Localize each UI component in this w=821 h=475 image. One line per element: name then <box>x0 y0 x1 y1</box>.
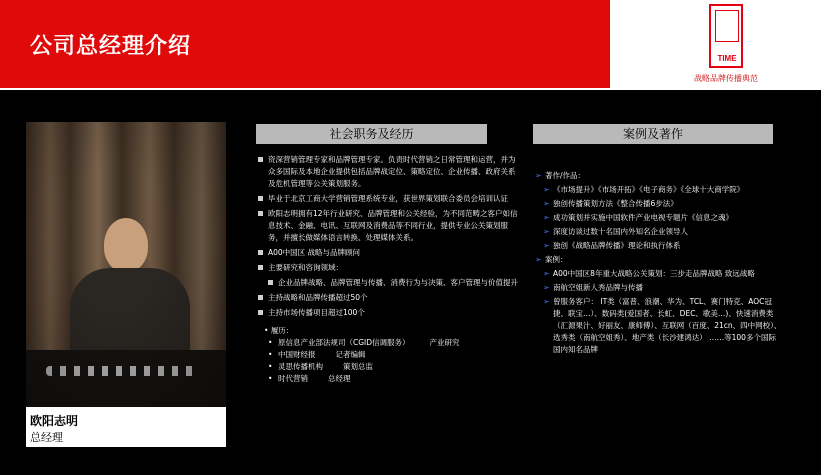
arrow-icon: ➢ <box>543 185 550 194</box>
arrow-icon: ➢ <box>543 269 550 278</box>
bullet-icon <box>258 211 263 216</box>
arrow-icon: ➢ <box>543 283 550 292</box>
cases-list <box>533 170 783 358</box>
list-item: ➢ 南航空姐新人秀品牌与传播 <box>543 283 643 292</box>
bullet-icon <box>258 157 263 162</box>
resume-item: • 原信息产业部法规司（CGID信调服务） 产业研究 <box>268 338 460 347</box>
logo-panel <box>610 0 821 88</box>
section-heading-roles: 社会职务及经历 <box>256 124 487 144</box>
bullet-icon <box>268 280 273 285</box>
list-item: 欧阳志明拥有12年行业研究、品牌管理和公关经验，为不同范畴之客户如信息技术、金融、电讯、互联网及消费品等不同行业，提供专业公关策划服务，并擅长做媒体语言转换、处理媒体关系。 <box>256 208 518 244</box>
person-name: 欧阳志明 <box>30 414 79 428</box>
list-item: ➢ 独创传播策划方法《整合传播6步法》 <box>543 199 678 208</box>
time-logo-icon <box>709 4 743 68</box>
list-item: ➢ 曾服务客户： IT类（富普、浪潮、华为、TCL、赛门特克、AOC冠捷、联宝…）、数码类(爱国者、长虹、DEC、歌美…)、快速消费类（汇源果汁、好丽友、康师傅）、互联网（百度、21cn、四中网校）、选秀类（南航空姐秀）、地产类（长沙建鸿达） ……等100多个国际国内知名品牌 <box>543 297 782 354</box>
bullet-icon <box>258 265 263 270</box>
arrow-icon: ➢ <box>543 297 550 306</box>
logo-tagline: 战略品牌传播典范 <box>694 74 758 83</box>
list-item: 主要研究和咨询领域： <box>256 262 518 274</box>
header-bar <box>0 0 610 88</box>
resume-block <box>256 325 518 385</box>
name-card <box>26 407 226 447</box>
list-item: ➢ 独创《战略品牌传播》理论和执行体系 <box>543 241 681 250</box>
arrow-icon: ➢ <box>543 241 550 250</box>
page-title: 公司总经理介绍 <box>30 34 192 59</box>
section-heading-cases: 案例及著作 <box>533 124 773 144</box>
list-item: 企业品牌战略、品牌管理与传播、消费行为与决策、客户管理与价值提升 <box>256 277 518 289</box>
resume-item: • 灵思传播机构 策划总监 <box>268 362 373 371</box>
list-item: A00中国区 战略与品牌顾问 <box>256 247 518 259</box>
bullet-icon <box>258 196 263 201</box>
list-item: 毕业于北京工商大学营销管理系统专业，获世界策划联合委员会培训认证 <box>256 193 518 205</box>
resume-label: • 履历： <box>264 326 294 335</box>
divider <box>0 88 821 90</box>
list-item: 主持市场传播项目超过100个 <box>256 307 518 319</box>
arrow-icon: ➢ <box>535 255 542 264</box>
arrow-icon: ➢ <box>543 227 550 236</box>
bullet-icon <box>258 310 263 315</box>
list-item: ➢ 深度访谈过数十名国内外知名企业领导人 <box>543 227 688 236</box>
list-item: ➢ A00中国区8年重大战略公关策划：三步走品牌战略 致远战略 <box>543 269 755 278</box>
bullet-icon <box>258 250 263 255</box>
roles-list <box>256 154 518 385</box>
arrow-icon: ➢ <box>535 171 542 180</box>
list-item: ➢ 案例： <box>535 255 568 264</box>
resume-item: • 中国财经报 记者编辑 <box>268 350 366 359</box>
arrow-icon: ➢ <box>543 213 550 222</box>
list-item: ➢ 成功策划并实施中国软件产业电视专题片《信息之魂》 <box>543 213 733 222</box>
list-item: ➢ 《市场提升》《市场开拓》《电子商务》《全球十大商学院》 <box>543 185 745 194</box>
bullet-icon <box>258 295 263 300</box>
arrow-icon: ➢ <box>543 199 550 208</box>
logo-word: TIME <box>717 54 737 63</box>
list-item: 资深营销管理专家和品牌管理专家。负责时代营销之日常管理和运营，并为众多国际及本地企业提供包括品牌战定位、策略定位、企业传播、政府关系及危机管理等公关策划服务。 <box>256 154 518 190</box>
portrait-photo <box>26 122 226 407</box>
list-item: ➢ 著作/作品： <box>535 171 586 180</box>
list-item: 主持战略和品牌传播超过50个 <box>256 292 518 304</box>
resume-item: • 时代营销 总经理 <box>268 374 351 383</box>
person-role: 总经理 <box>30 431 63 444</box>
